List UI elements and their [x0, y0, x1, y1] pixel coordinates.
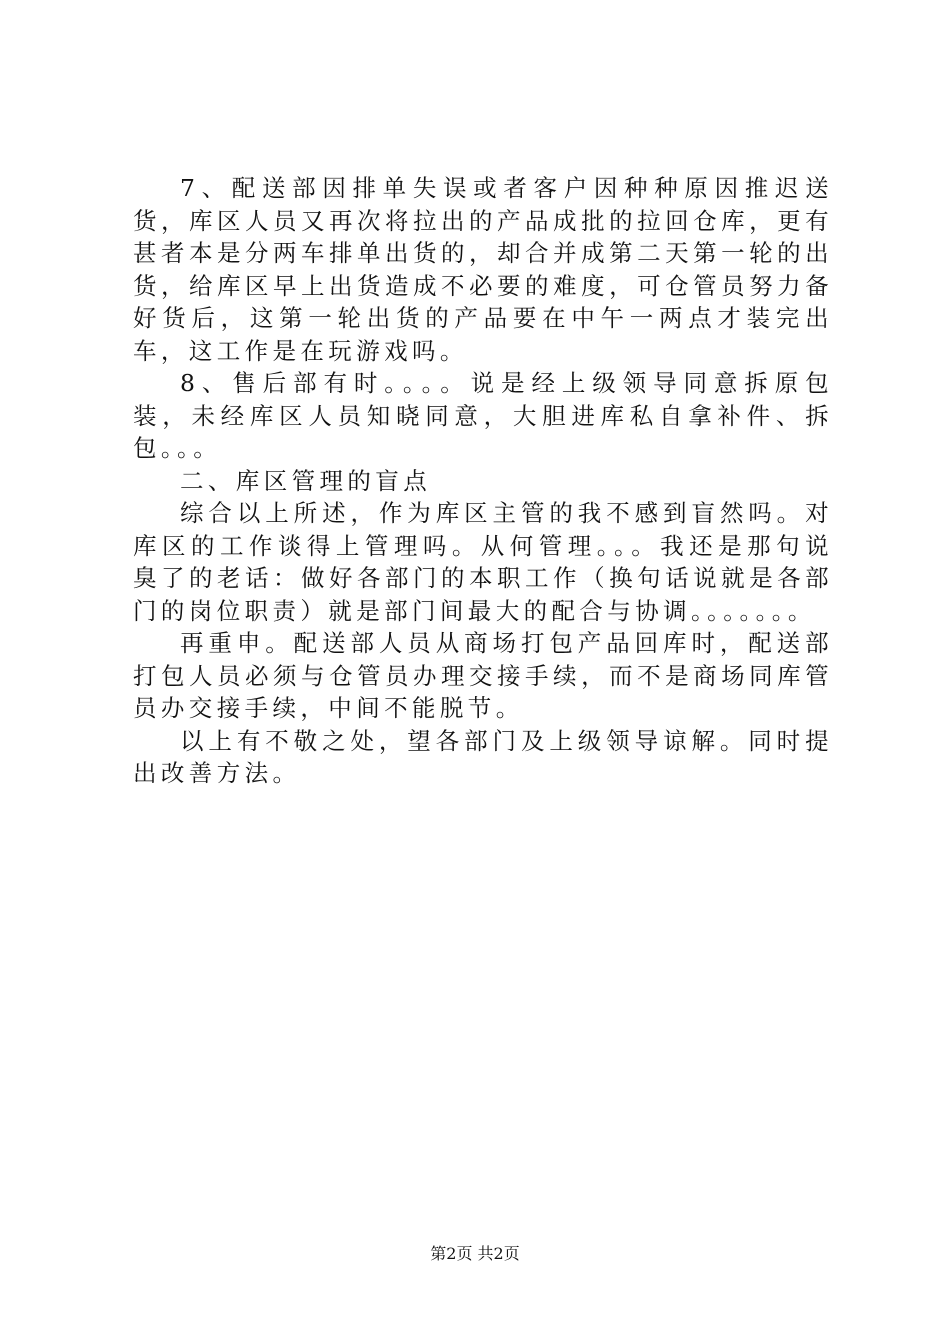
paragraph-summary: 综合以上所述，作为库区主管的我不感到盲然吗。对库区的工作谈得上管理吗。从何管理。。。我还是那句说臭了的老话：做好各部门的本职工作（换句话说就是各部门的岗位职责）就是部门间最大的配合与协调。。。。。。。: [133, 499, 833, 625]
paragraph-item-8: 8、售后部有时。。。。说是经上级领导同意拆原包装，未经库区人员知晓同意，大胆进库私自拿补件、拆包。。。: [133, 369, 833, 462]
paragraph-closing: 以上有不敬之处，望各部门及上级领导谅解。同时提出改善方法。: [133, 726, 833, 787]
document-body: [133, 172, 833, 790]
paragraph-item-7: 7、配送部因排单失误或者客户因种种原因推迟送货，库区人员又再次将拉出的产品成批的拉回仓库，更有甚者本是分两车排单出货的，却合并成第二天第一轮的出货，给库区早上出货造成不必要的难度，可仓管员努力备好货后，这第一轮出货的产品要在中午一两点才装完出车，这工作是在玩游戏吗。: [133, 174, 833, 365]
section-heading: 二、库区管理的盲点: [180, 466, 432, 495]
paragraph-reiteration: 再重申。配送部人员从商场打包产品回库时，配送部打包人员必须与仓管员办理交接手续，而不是商场同库管员办交接手续，中间不能脱节。: [133, 629, 833, 722]
page-number-footer: 第2页 共2页: [430, 1244, 520, 1263]
